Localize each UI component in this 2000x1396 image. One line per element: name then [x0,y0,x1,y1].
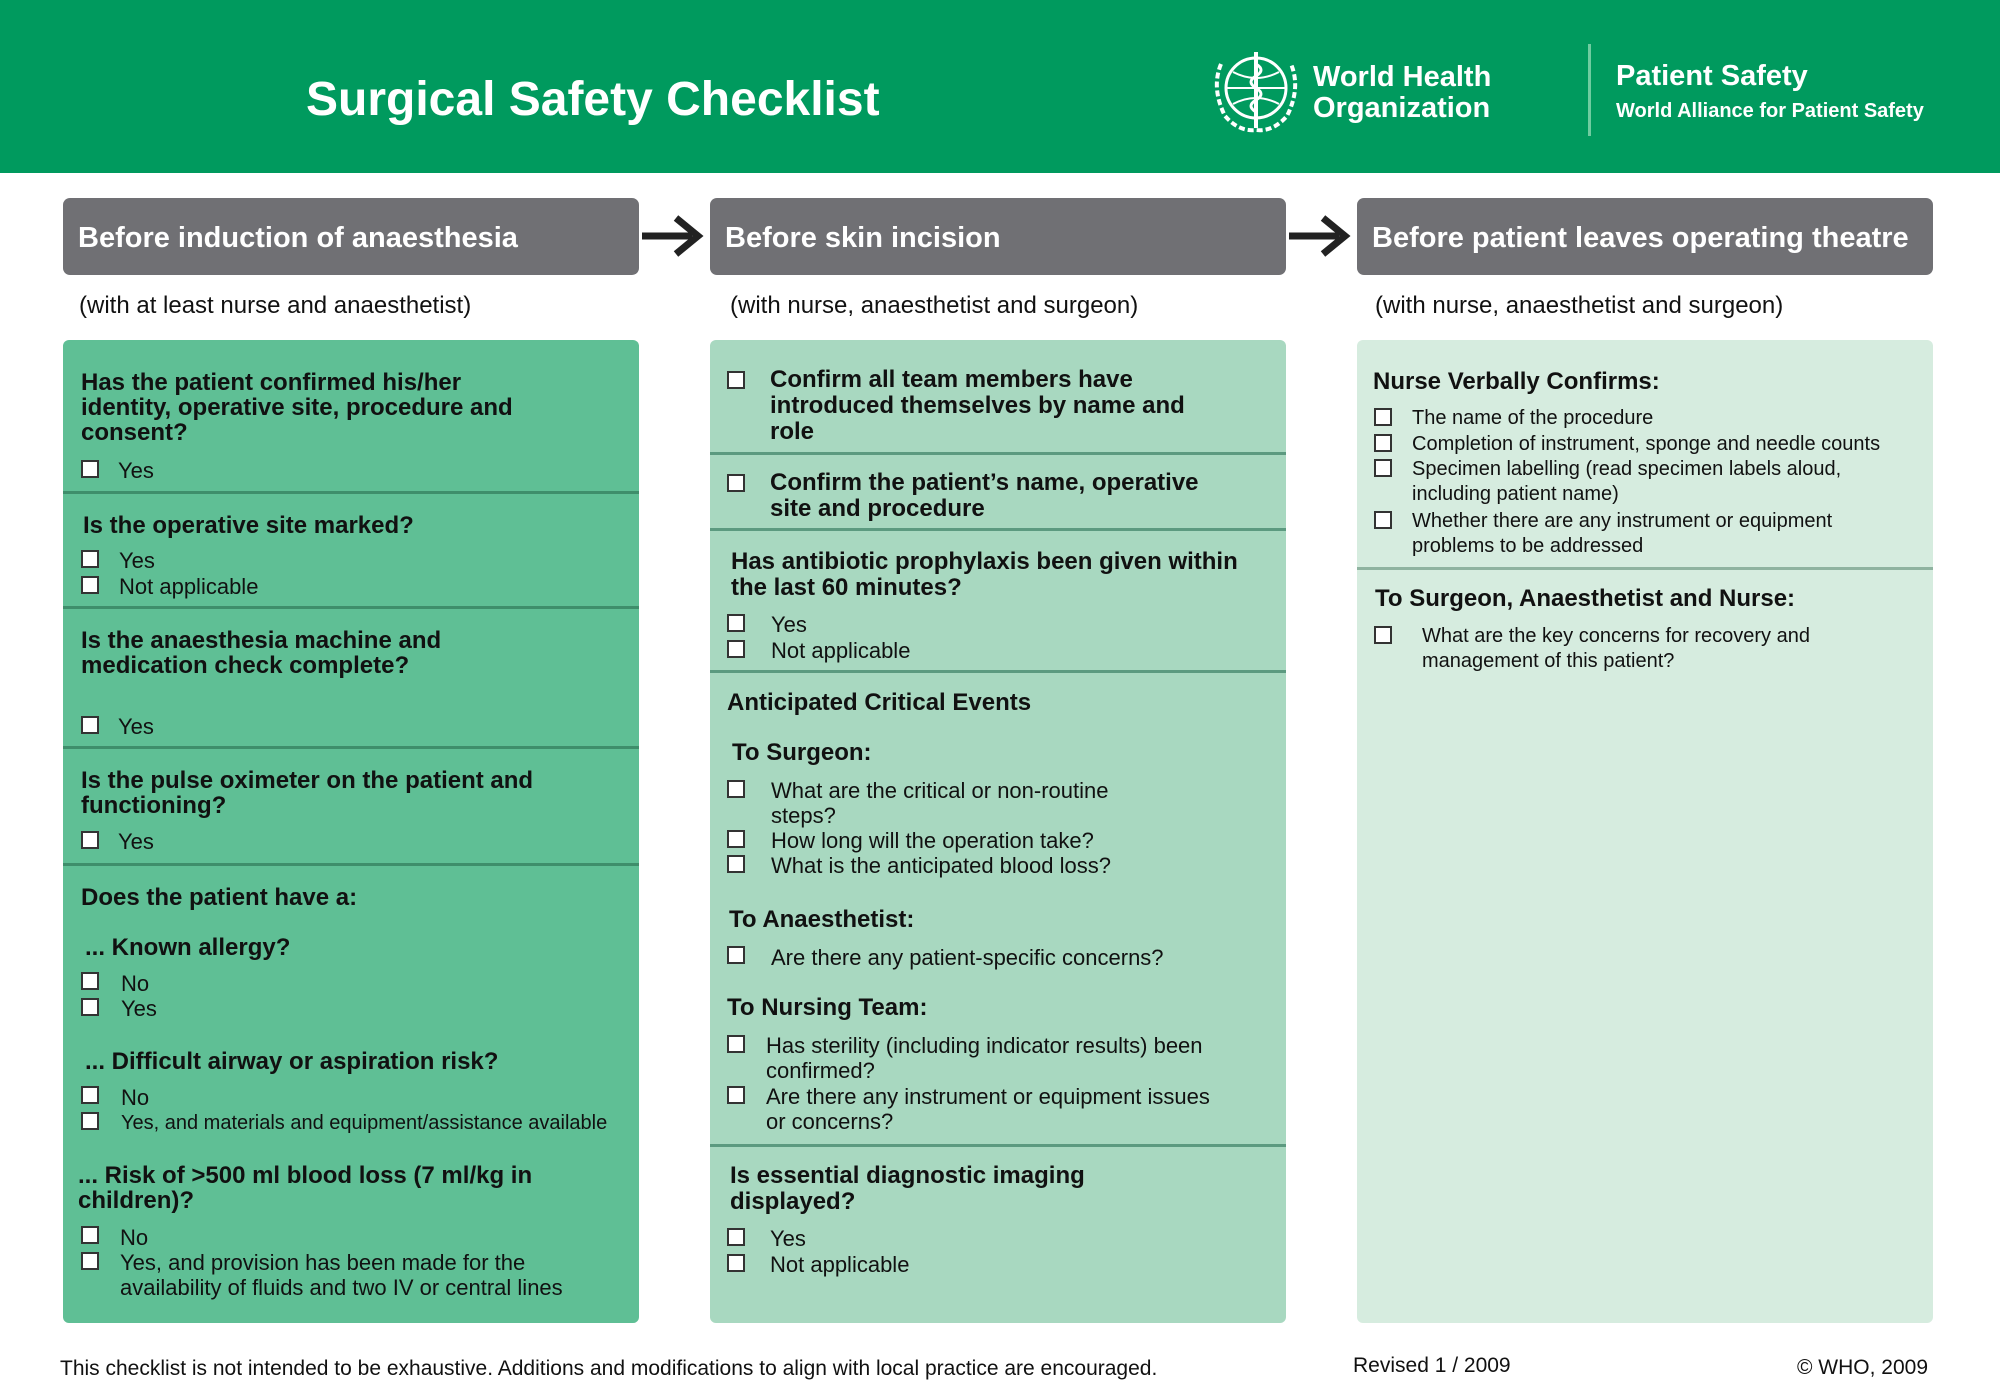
section-heading: Anticipated Critical Events [727,689,1032,716]
patient-safety-subtitle: World Alliance for Patient Safety [1616,100,1924,122]
question-text: the last 60 minutes? [731,574,962,601]
checkbox[interactable] [727,371,745,389]
checkbox[interactable] [1374,408,1392,426]
who-emblem-icon [1203,44,1309,136]
option-label: Not applicable [771,638,911,663]
checkbox[interactable] [1374,434,1392,452]
question-text: displayed? [730,1188,856,1215]
option-label: The name of the procedure [1412,407,1654,429]
question-text: ... Known allergy? [85,934,291,961]
section-divider [1357,567,1933,570]
item-text: introduced themselves by name and [770,392,1185,419]
option-label: Yes, and materials and equipment/assistance available [121,1112,608,1134]
checkbox[interactable] [727,780,745,798]
checkbox[interactable] [727,614,745,632]
option-label: No [120,1225,149,1250]
option-label: availability of fluids and two IV or central lines [120,1275,563,1300]
header-divider [1588,44,1591,136]
section-divider [710,452,1286,455]
option-label: management of this patient? [1422,650,1675,672]
option-label: Not applicable [119,574,259,599]
option-label: Are there any instrument or equipment issues [766,1084,1210,1109]
question-text: children)? [78,1187,195,1214]
question-text: Does the patient have a: [81,884,358,911]
checkbox[interactable] [81,1086,99,1104]
page-title: Surgical Safety Checklist [306,73,880,126]
checkbox[interactable] [81,460,99,478]
checkbox[interactable] [81,972,99,990]
checkbox[interactable] [81,1226,99,1244]
option-label: Yes [118,829,154,854]
item-text: Confirm all team members have [770,366,1133,393]
option-label: Yes, and provision has been made for the [120,1250,526,1275]
option-label: What are the key concerns for recovery and [1422,625,1810,647]
question-text: Is the pulse oximeter on the patient and [81,767,534,794]
section-divider [63,746,639,749]
copyright-text: © WHO, 2009 [1797,1356,1929,1379]
section-heading: To Anaesthetist: [729,906,915,933]
sign-out-column [1357,340,1933,1323]
option-label: No [121,971,150,996]
option-label: Not applicable [770,1252,910,1277]
section-heading: To Nursing Team: [727,994,928,1021]
checkbox[interactable] [81,1112,99,1130]
question-text: identity, operative site, procedure and [81,394,513,421]
option-label: No [121,1085,150,1110]
option-label: Yes [118,714,154,739]
option-label: Yes [118,458,154,483]
sign-in-column [63,340,639,1323]
question-text: ... Risk of >500 ml blood loss (7 ml/kg in [78,1162,533,1189]
patient-safety-title: Patient Safety [1616,60,1808,92]
checkbox[interactable] [727,1086,745,1104]
option-label: Whether there are any instrument or equipment [1412,510,1833,532]
option-label: Completion of instrument, sponge and needle counts [1412,433,1881,455]
time-out-column [710,340,1286,1323]
question-text: functioning? [81,792,227,819]
who-name-line2: Organization [1313,92,1491,124]
option-label: Yes [119,548,155,573]
question-text: ... Difficult airway or aspiration risk? [85,1048,499,1075]
option-label: problems to be addressed [1412,535,1644,557]
option-label: Are there any patient-specific concerns? [771,945,1164,970]
who-name [1313,62,1491,124]
section-divider [63,863,639,866]
revision-label: Revised 1 / 2009 [1353,1354,1511,1377]
checkbox[interactable] [81,998,99,1016]
arrow-right-icon [1287,214,1351,258]
question-text: Has the patient confirmed his/her [81,369,462,396]
question-text: Is the anaesthesia machine and [81,627,442,654]
section-divider [710,1144,1286,1147]
option-label: How long will the operation take? [771,828,1094,853]
header-banner [0,0,2000,173]
option-label: confirmed? [766,1058,875,1083]
question-text: Is essential diagnostic imaging [730,1162,1085,1189]
phase-bar-induction: Before induction of anaesthesia [63,198,639,275]
checkbox[interactable] [727,946,745,964]
option-label: What are the critical or non-routine [771,778,1109,803]
checkbox[interactable] [727,1254,745,1272]
checkbox[interactable] [727,1035,745,1053]
section-heading: To Surgeon: [732,739,872,766]
checkbox[interactable] [81,831,99,849]
section-divider [63,491,639,494]
phase-note-induction: (with at least nurse and anaesthetist) [79,292,472,319]
item-text: site and procedure [770,495,985,522]
section-heading: Nurse Verbally Confirms: [1373,368,1660,395]
question-text: Has antibiotic prophylaxis been given within [731,548,1238,575]
checkbox[interactable] [727,830,745,848]
option-label: including patient name) [1412,483,1619,505]
phase-bar-leaves-theatre: Before patient leaves operating theatre [1357,198,1933,275]
section-divider [710,670,1286,673]
phase-note-incision: (with nurse, anaesthetist and surgeon) [730,292,1139,319]
section-divider [63,606,639,609]
item-text: role [770,418,815,445]
checkbox[interactable] [81,550,99,568]
checkbox[interactable] [81,576,99,594]
question-text: Is the operative site marked? [83,512,414,539]
checkbox[interactable] [727,1228,745,1246]
arrow-right-icon [640,214,704,258]
checkbox[interactable] [727,474,745,492]
question-text: consent? [81,419,188,446]
option-label: Yes [121,996,157,1021]
checkbox[interactable] [1374,626,1392,644]
item-text: Confirm the patient’s name, operative [770,469,1199,496]
option-label: steps? [771,803,836,828]
checkbox[interactable] [1374,459,1392,477]
who-name-line1: World Health [1313,61,1492,93]
option-label: Has sterility (including indicator results) been [766,1033,1203,1058]
checkbox[interactable] [727,855,745,873]
option-label: Yes [770,1226,806,1251]
option-label: Specimen labelling (read specimen labels aloud, [1412,458,1842,480]
disclaimer-text: This checklist is not intended to be exhaustive. Additions and modifications to align with local practice are encouraged. [60,1357,1158,1380]
option-label: Yes [771,612,807,637]
option-label: What is the anticipated blood loss? [771,853,1111,878]
checkbox[interactable] [1374,511,1392,529]
section-heading: To Surgeon, Anaesthetist and Nurse: [1375,585,1796,612]
option-label: or concerns? [766,1109,894,1134]
question-text: medication check complete? [81,652,410,679]
phase-note-leaves-theatre: (with nurse, anaesthetist and surgeon) [1375,292,1784,319]
checkbox[interactable] [81,1252,99,1270]
checkbox[interactable] [727,640,745,658]
phase-bar-incision: Before skin incision [710,198,1286,275]
checkbox[interactable] [81,716,99,734]
section-divider [710,528,1286,531]
